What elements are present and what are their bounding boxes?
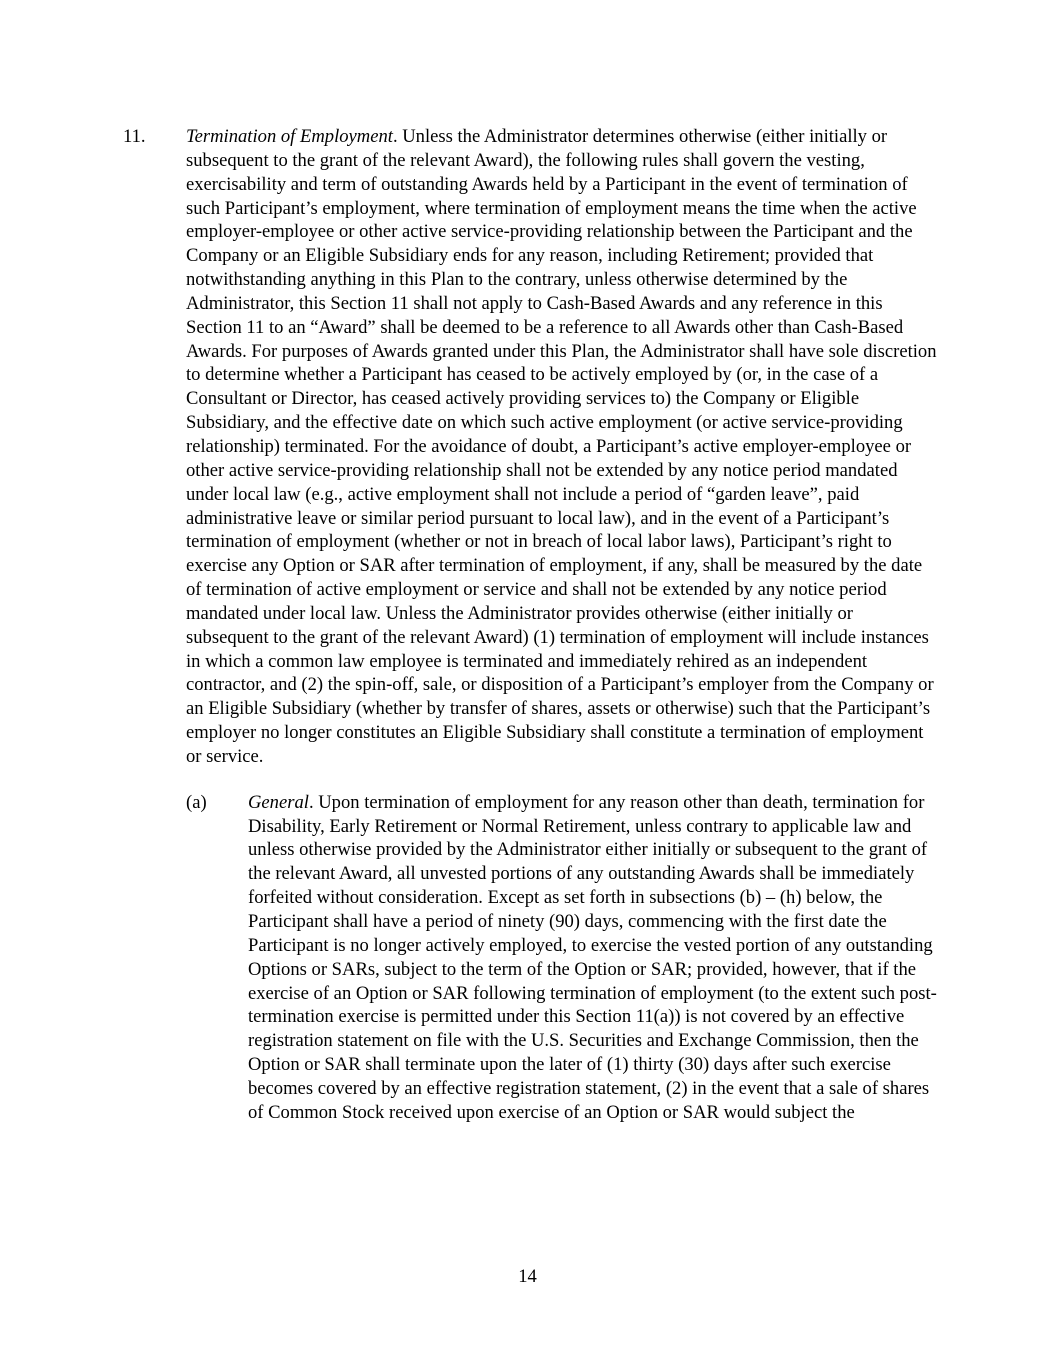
subsection-text: . Upon termination of employment for any reason other than death, termination for Disability, Early Retirement or Normal Retirement, unless contrary to applicable law and unless otherwise provided by the Administrator either initially or subsequent to the grant of the relevant Award, all unvested portions of any outstanding Awards shall be immediately forfeited without consideration. Except as set forth in subsections (b) – (h) below, the Participant shall have a period of ninety (90) days, commencing with the first date the Participant is no longer actively employed, to exercise the vested portion of any outstanding Options or SARs, subject to the term of the Option or SAR; provided, however, that if the exercise of an Option or SAR following termination of employment (to the extent such post-termination exercise is permitted under this Section 11(a)) is not covered by an effective registration statement on file with the U.S. Securities and Exchange Commission, then the Option or SAR shall terminate upon the later of (1) thirty (30) days after such exercise becomes covered by an effective registration statement, (2) in the event that a sale of shares of Common Stock received upon exercise of an Option or SAR would subject the: [248, 791, 937, 1123]
subsection-a: [186, 791, 938, 1125]
page-number: 14: [518, 1266, 537, 1287]
subsection-paragraph: [248, 791, 938, 1125]
section-11: [123, 125, 938, 1125]
subsection-label: (a): [186, 791, 207, 813]
section-heading: Termination of Employment: [186, 126, 393, 147]
subsection-body: [248, 791, 938, 1125]
section-text: . Unless the Administrator determines otherwise (either initially or subsequent to the grant of the relevant Award), the following rules shall govern the vesting, exercisability and term of outstanding Awards held by a Participant in the event of termination of such Participant’s employment, where termination of employment means the time when the active employer-employee or other active service-providing relationship between the Participant and the Company or an Eligible Subsidiary ends for any reason, including Retirement; provided that notwithstanding anything in this Plan to the contrary, unless otherwise determined by the Administrator, this Section 11 shall not apply to Cash-Based Awards and any reference in this Section 11 to an “Award” shall be deemed to be a reference to all Awards other than Cash-Based Awards. For purposes of Awards granted under this Plan, the Administrator shall have sole discretion to determine whether a Participant has ceased to be actively employed by (or, in the case of a Consultant or Director, has ceased actively providing services to) the Company or Eligible Subsidiary, and the effective date on which such active employment (or active service-providing relationship) terminated. For the avoidance of doubt, a Participant’s active employer-employee or other active service-providing relationship shall not be extended by any notice period mandated under local law (e.g., active employment shall not include a period of “garden leave”, paid administrative leave or similar period pursuant to local law), and in the event of a Participant’s termination of employment (whether or not in breach of local labor laws), Participant’s right to exercise any Option or SAR after termination of employment, if any, shall be measured by the date of termination of active employment or service and shall not be extended by any notice period mandated under local law. Unless the Administrator provides otherwise (either initially or subsequent to the grant of the relevant Award) (1) termination of employment will include instances in which a common law employee is terminated and immediately rehired as an independent contractor, and (2) the spin-off, sale, or disposition of a Participant’s employer from the Company or an Eligible Subsidiary (whether by transfer of shares, assets or otherwise) such that the Participant’s employer no longer constitutes an Eligible Subsidiary shall constitute a termination of employment or service.: [186, 126, 937, 767]
subsection-heading: General: [248, 791, 309, 813]
section-paragraph: [186, 125, 938, 769]
section-body: [186, 125, 938, 1125]
section-number: 11.: [123, 126, 146, 147]
